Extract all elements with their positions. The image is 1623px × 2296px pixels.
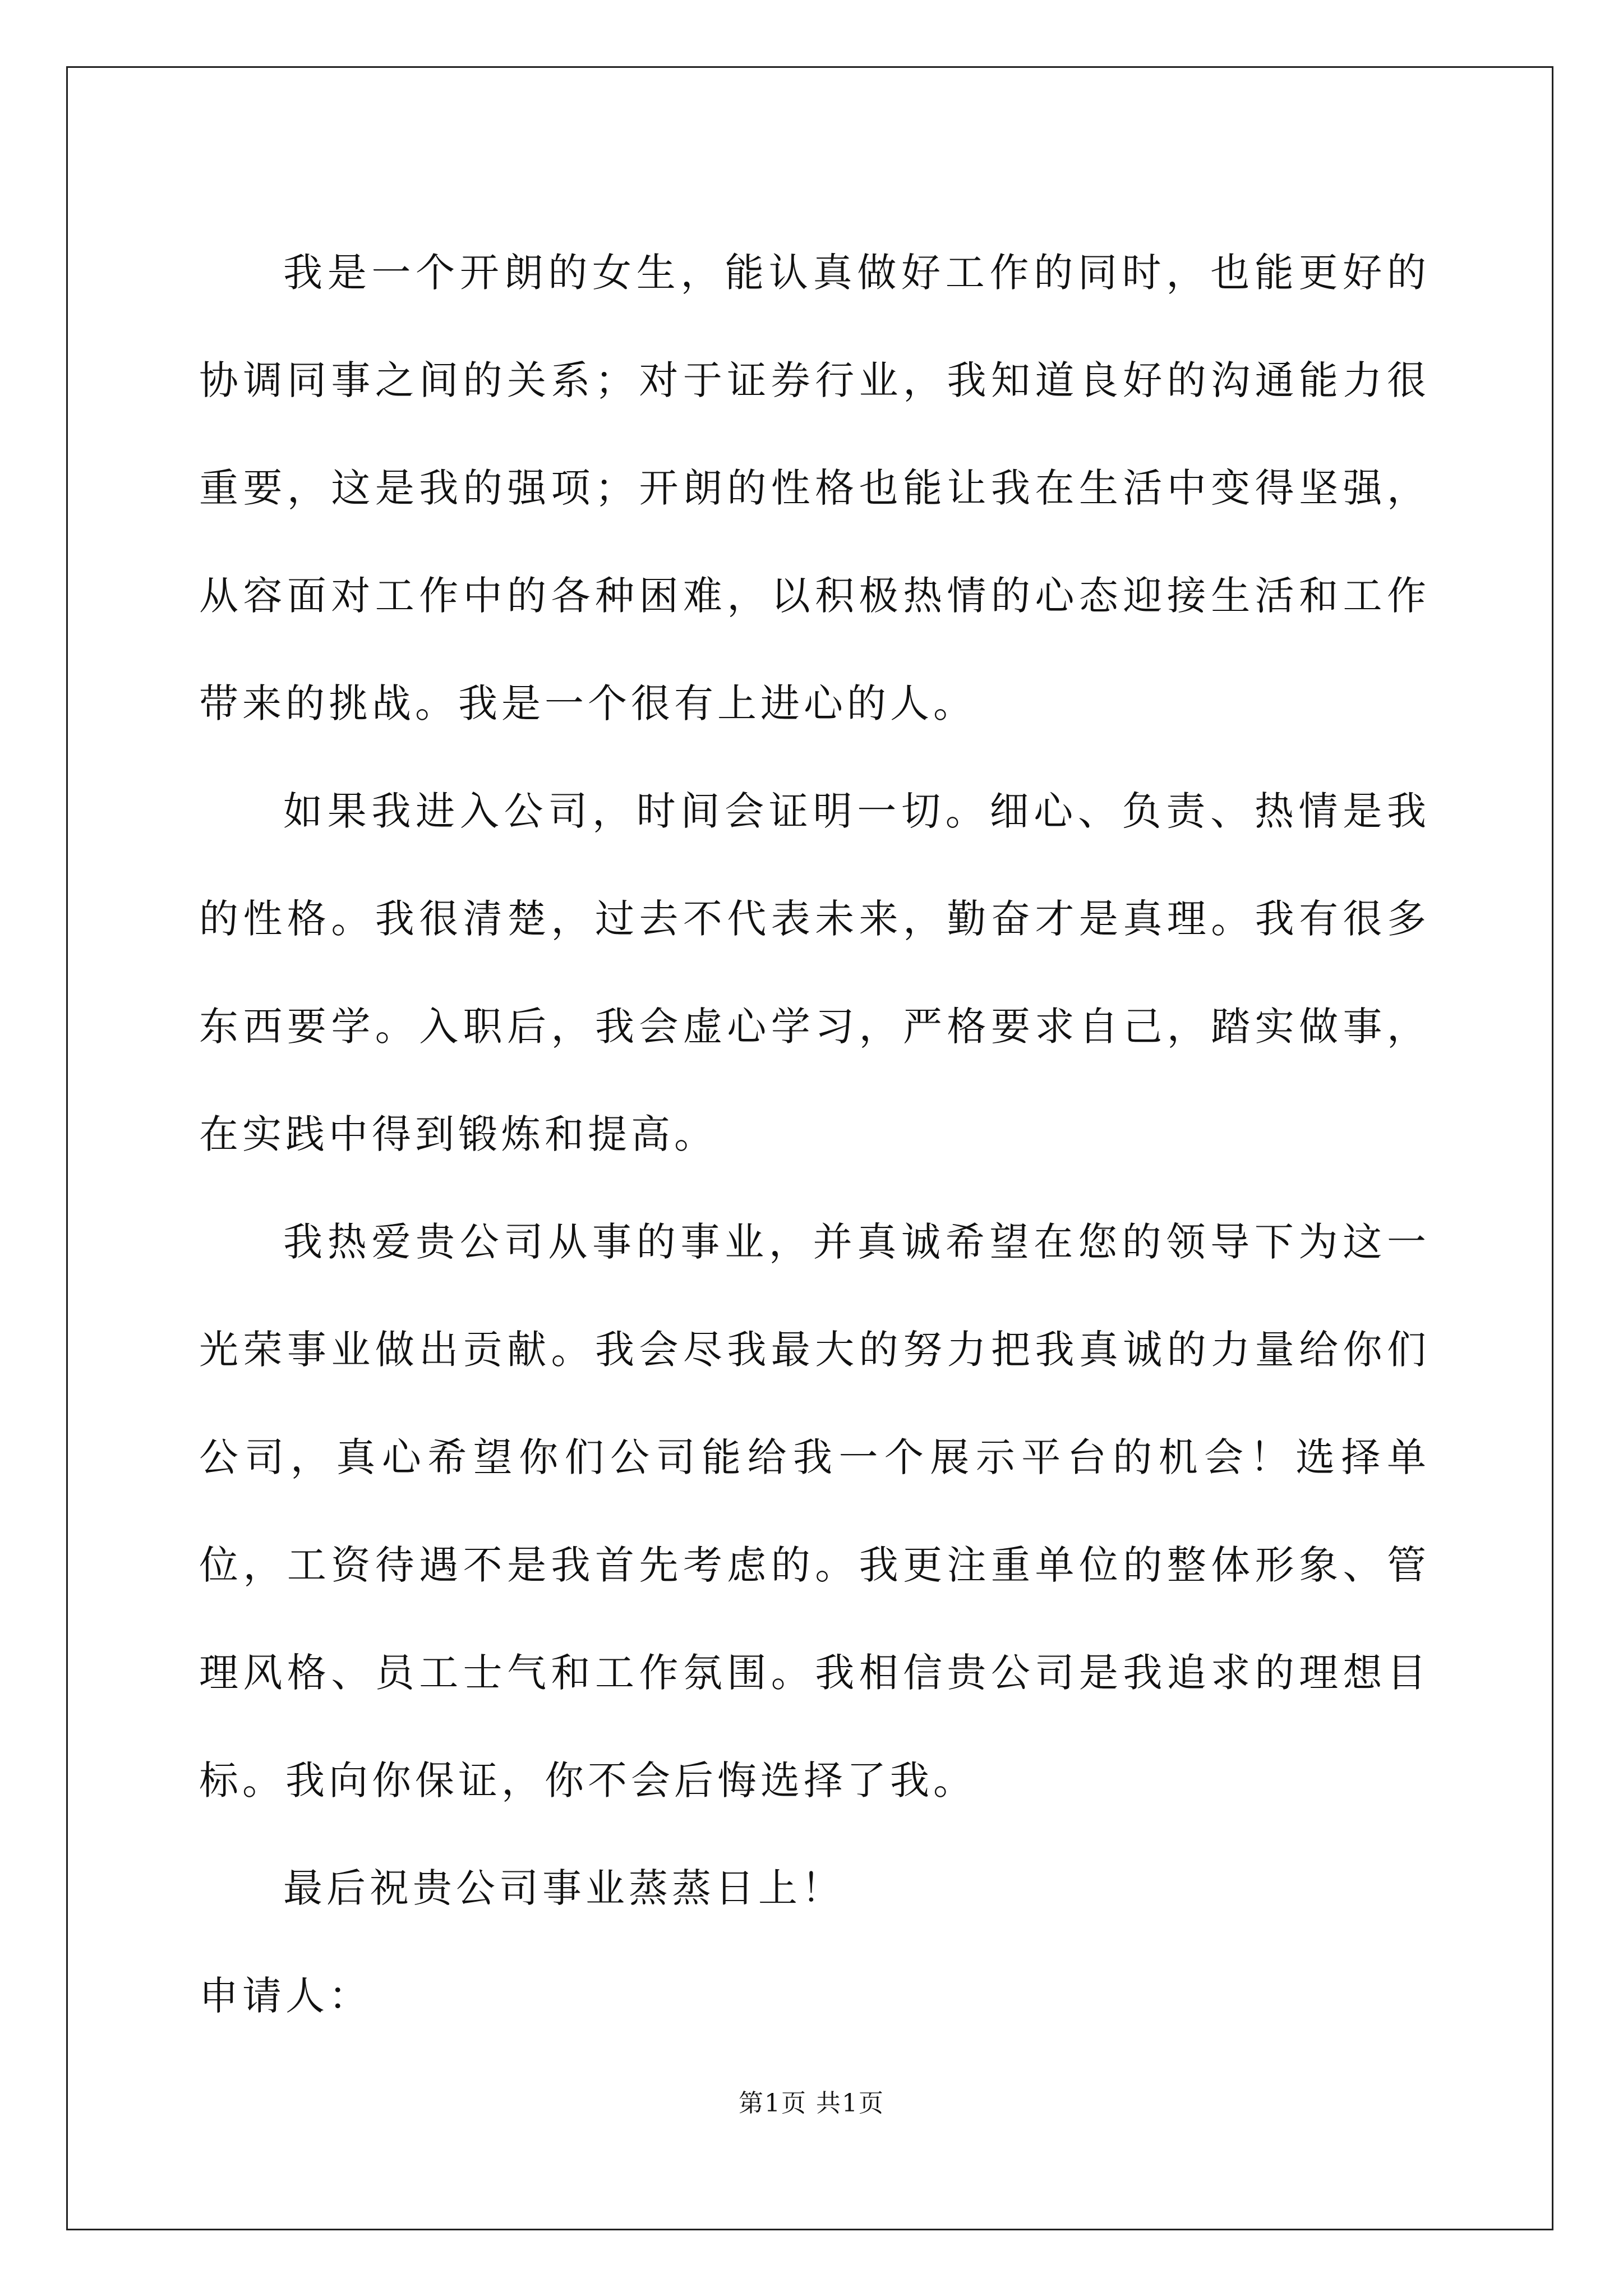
signature-label: 申请人： bbox=[199, 1973, 372, 2019]
letter-body bbox=[199, 219, 1430, 2050]
page-number-footer: 第1页 共1页 bbox=[739, 2089, 884, 2118]
paragraph-aspiration: 我热爱贵公司从事的事业，并真诚希望在您的领导下为这一光荣事业做出贡献。我会尽我最大的努力把我真诚的力量给你们公司，真心希望你们公司能给我一个展示平台的机会！选择单位，工资待遇不是我首先考虑的。我更注重单位的整体形象、管理风格、员工士气和工作氛围。我相信贵公司是我追求的理想目标。我向你保证，你不会后悔选择了我。 bbox=[199, 1219, 1430, 1803]
paragraph-introduction: 我是一个开朗的女生，能认真做好工作的同时，也能更好的协调同事之间的关系；对于证券行业，我知道良好的沟通能力很重要，这是我的强项；开朗的性格也能让我在生活中变得坚强，从容面对工作中的各种困难，以积极热情的心态迎接生活和工作带来的挑战。我是一个很有上进心的人。 bbox=[199, 250, 1430, 726]
paragraph-closing-wish: 最后祝贵公司事业蒸蒸日上！ bbox=[283, 1865, 845, 1911]
paragraph-commitment: 如果我进入公司，时间会证明一切。细心、负责、热情是我的性格。我很清楚，过去不代表未来，勤奋才是真理。我有很多东西要学。入职后，我会虚心学习，严格要求自己，踏实做事，在实践中得到锻炼和提高。 bbox=[199, 788, 1430, 1157]
